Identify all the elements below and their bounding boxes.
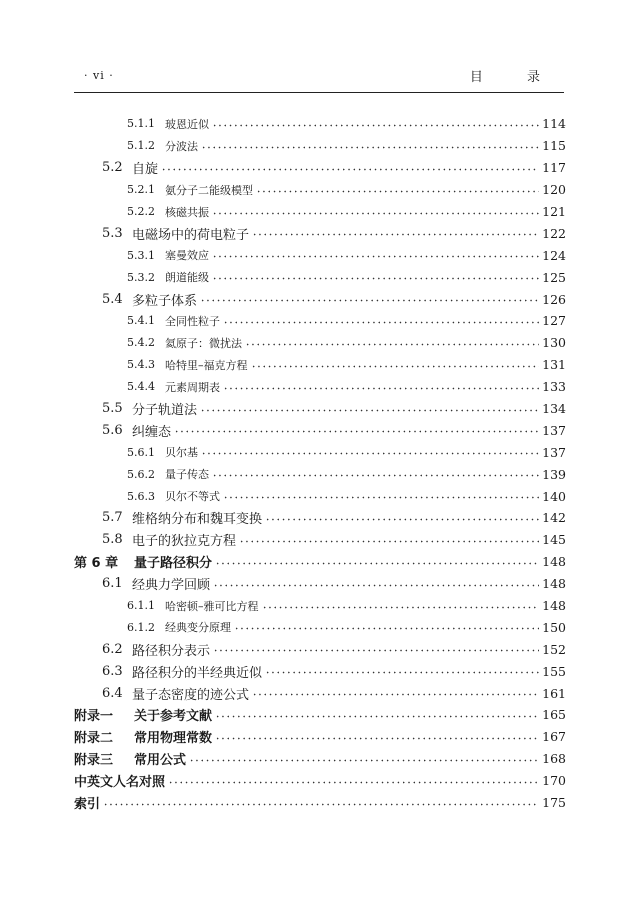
dot-leader [252,693,539,696]
toc-entry[interactable] [74,726,566,748]
toc-entry[interactable] [74,135,566,157]
toc-entry-page: 117 [542,160,566,176]
toc-entry-number: 5.6 [102,422,123,438]
toc-entry-page: 170 [542,773,566,789]
dot-leader [239,540,539,543]
toc-entry[interactable] [74,748,566,770]
dot-leader [262,606,540,609]
toc-entry-title: 玻恩近似 [165,117,209,131]
toc-entry[interactable] [74,201,566,223]
toc-entry-page: 134 [542,401,566,417]
toc-entry-title: 量子路径积分 [134,556,213,572]
table-of-contents [74,113,566,814]
dot-leader [212,255,539,258]
toc-entry-title: 塞曼效应 [165,249,209,263]
toc-entry-page: 145 [542,532,566,548]
dot-leader [213,649,539,652]
dot-leader [103,803,539,806]
toc-entry-title: 维格纳分布和魏耳变换 [132,512,263,528]
toc-entry[interactable] [74,595,566,617]
toc-entry-title: 分波法 [165,139,198,153]
toc-entry-page: 148 [542,554,566,570]
toc-entry[interactable] [74,113,566,135]
toc-entry-title: 全同性粒子 [165,314,220,328]
toc-entry-page: 168 [542,751,566,767]
toc-entry-number: 5.4.1 [127,314,155,328]
toc-entry[interactable] [74,770,566,792]
toc-entry-page: 133 [542,379,566,395]
toc-entry-page: 148 [542,598,566,614]
toc-entry-page: 131 [542,357,566,373]
toc-entry[interactable] [74,244,566,266]
toc-entry-number: 附录三 [74,753,114,769]
toc-entry-number: 6.4 [102,685,123,701]
toc-entry[interactable] [74,419,566,441]
dot-leader [252,233,539,236]
toc-entry-number: 附录一 [74,709,114,725]
toc-entry-title: 哈密顿–雅可比方程 [165,599,259,613]
toc-entry-page: 142 [542,510,566,526]
toc-entry[interactable] [74,266,566,288]
dot-leader [168,781,539,784]
toc-entry-number: 附录二 [74,731,114,747]
dot-leader [215,715,539,718]
toc-entry-title: 纠缠态 [132,424,172,440]
toc-entry-page: 137 [542,444,566,460]
toc-entry-page: 148 [542,576,566,592]
dot-leader [256,190,539,193]
toc-entry-page: 175 [542,795,566,811]
toc-entry-page: 124 [542,247,566,263]
dot-leader [174,430,539,433]
toc-entry-title: 常用物理常数 [134,731,213,747]
toc-entry-page: 140 [542,488,566,504]
toc-entry-number: 6.1 [102,576,123,592]
dot-leader [200,299,539,302]
toc-entry[interactable] [74,222,566,244]
toc-entry-number: 5.6.1 [127,445,155,459]
toc-entry-title: 多粒子体系 [132,293,198,309]
toc-entry-title: 朗道能级 [165,271,209,285]
toc-entry-page: 161 [542,685,566,701]
toc-entry-title: 关于参考文献 [134,709,213,725]
toc-entry-number: 5.4.4 [127,380,155,394]
toc-entry-page: 115 [542,138,566,154]
dot-leader [223,496,539,499]
toc-entry-number: 5.6.2 [127,467,155,481]
toc-entry-number: 6.2 [102,641,123,657]
toc-entry[interactable] [74,157,566,179]
toc-entry-page: 114 [542,116,566,132]
dot-leader [212,212,539,215]
toc-entry[interactable] [74,332,566,354]
header-title: 目 录 [469,70,560,85]
dot-leader [189,759,539,762]
dot-leader [215,737,539,740]
dot-leader [212,474,539,477]
toc-entry[interactable] [74,616,566,638]
running-header [74,66,564,88]
toc-entry-page: 126 [542,291,566,307]
dot-leader [212,277,539,280]
dot-leader [223,387,539,390]
dot-leader [212,124,539,127]
toc-entry[interactable] [74,551,566,573]
toc-entry-number: 5.2.1 [127,183,155,197]
toc-entry-title: 哈特里–福克方程 [165,358,248,372]
toc-entry-title: 索引 [74,797,101,813]
toc-entry-title: 电磁场中的荷电粒子 [132,227,250,243]
toc-entry-number: 5.3.2 [127,270,155,284]
dot-leader [161,168,539,171]
toc-entry-title: 元素周期表 [165,380,220,394]
toc-entry-title: 氦原子：微扰法 [165,336,242,350]
toc-entry[interactable] [74,179,566,201]
toc-entry[interactable] [74,398,566,420]
dot-leader [223,321,539,324]
toc-entry-page: 127 [542,313,566,329]
toc-entry-number: 6.1.1 [127,599,155,613]
toc-entry[interactable] [74,682,566,704]
toc-entry-number: 5.5 [102,401,123,417]
toc-entry-title: 电子的狄拉克方程 [132,534,237,550]
toc-entry-page: 122 [542,225,566,241]
toc-entry-number: 5.1.2 [127,139,155,153]
toc-entry[interactable] [74,463,566,485]
dot-leader [201,146,539,149]
toc-entry-title: 量子态密度的迹公式 [132,687,250,703]
toc-entry-number: 5.1.1 [127,117,155,131]
page-number: · vi · [84,69,114,82]
toc-entry-page: 130 [542,335,566,351]
toc-entry-title: 量子传态 [165,468,209,482]
dot-leader [251,365,540,368]
toc-entry[interactable] [74,660,566,682]
toc-entry-number: 5.4.2 [127,336,155,350]
toc-entry[interactable] [74,792,566,814]
dot-leader [265,671,539,674]
toc-entry-number: 6.3 [102,663,123,679]
dot-leader [234,627,539,630]
toc-entry[interactable] [74,704,566,726]
toc-entry[interactable] [74,354,566,376]
toc-entry-title: 氨分子二能级模型 [165,183,253,197]
toc-entry[interactable] [74,529,566,551]
toc-entry-title: 路径积分的半经典近似 [132,665,263,681]
dot-leader [245,343,539,346]
toc-entry-number: 6.1.2 [127,620,155,634]
toc-entry[interactable] [74,376,566,398]
toc-entry[interactable] [74,310,566,332]
toc-entry-number: 5.3.1 [127,248,155,262]
toc-entry-number: 5.3 [102,225,123,241]
toc-entry[interactable] [74,441,566,463]
toc-entry-number: 5.8 [102,532,123,548]
dot-leader [215,562,539,565]
header-rule [74,92,564,93]
toc-entry[interactable] [74,573,566,595]
toc-entry-title: 经典变分原理 [165,621,231,635]
toc-entry-number: 5.7 [102,510,123,526]
toc-entry-title: 贝尔基 [165,446,198,460]
toc-entry-title: 经典力学回顾 [132,578,211,594]
toc-entry-title: 分子轨道法 [132,403,198,419]
toc-entry-number: 5.4.3 [127,358,155,372]
toc-entry-page: 165 [542,707,566,723]
toc-entry-number: 5.2 [102,160,123,176]
toc-entry-number: 5.4 [102,291,123,307]
toc-entry-title: 自旋 [132,162,159,178]
toc-entry-title: 路径积分表示 [132,643,211,659]
toc-entry-page: 125 [542,269,566,285]
toc-entry-number: 5.6.3 [127,489,155,503]
toc-entry[interactable] [74,507,566,529]
toc-entry-page: 139 [542,466,566,482]
dot-leader [201,452,539,455]
toc-entry-title: 中英文人名对照 [74,775,166,791]
toc-entry[interactable] [74,288,566,310]
toc-entry-page: 167 [542,729,566,745]
toc-entry-page: 120 [542,182,566,198]
dot-leader [200,409,539,412]
toc-entry-number: 第 6 章 [74,556,119,572]
toc-entry-number: 5.2.2 [127,205,155,218]
toc-entry-page: 155 [542,663,566,679]
toc-entry[interactable] [74,485,566,507]
toc-entry-page: 121 [542,204,566,219]
toc-entry-page: 152 [542,641,566,657]
toc-entry-title: 常用公式 [134,753,187,769]
toc-entry-page: 137 [542,422,566,438]
toc-entry-title: 核磁共振 [165,205,209,219]
dot-leader [213,584,539,587]
dot-leader [265,518,539,521]
toc-entry-page: 150 [542,619,566,635]
toc-entry[interactable] [74,638,566,660]
toc-entry-title: 贝尔不等式 [165,490,220,504]
